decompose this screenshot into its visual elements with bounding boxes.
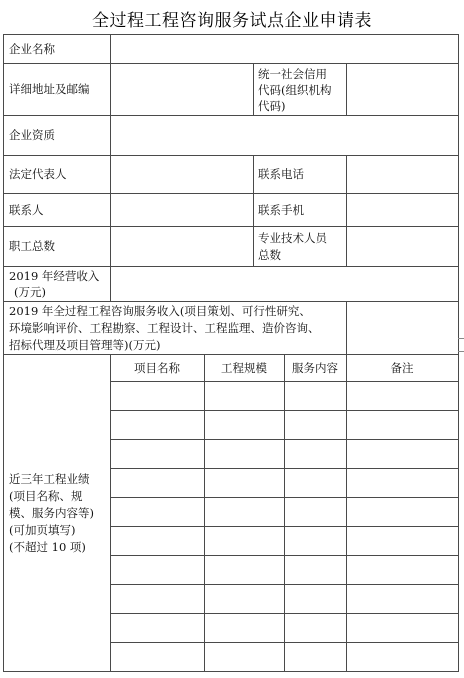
table-rule — [253, 155, 254, 267]
table-rule — [110, 34, 111, 267]
label-performance-line2: (项目名称、规 — [9, 489, 83, 503]
table-rule — [3, 155, 459, 156]
table-rule — [346, 155, 347, 267]
label-credit-code-line1: 统一社会信用 — [258, 67, 327, 81]
column-header-project-scale: 工程规模 — [221, 361, 267, 375]
table-rule — [284, 354, 285, 672]
table-rule — [204, 354, 205, 672]
label-pro-staff-line1: 专业技术人员 — [258, 231, 327, 245]
label-performance-line5: (不超过 10 项) — [9, 540, 86, 554]
table-rule — [346, 354, 347, 672]
table-rule — [3, 115, 459, 116]
label-performance-line3: 模、服务内容等) — [9, 506, 94, 520]
label-company-name: 企业名称 — [9, 42, 55, 56]
table-rule — [346, 301, 347, 355]
table-rule — [253, 63, 254, 116]
column-header-remarks: 备注 — [390, 361, 414, 375]
column-header-project-name: 项目名称 — [134, 361, 180, 375]
label-performance-line1: 近三年工程业绩 — [9, 472, 90, 486]
page-edge-mark — [458, 338, 464, 339]
form-title: 全过程工程咨询服务试点企业申请表 — [92, 11, 372, 31]
page-edge-mark — [458, 351, 464, 352]
label-consulting-revenue-line3: 招标代理及项目管理等)(万元) — [9, 338, 161, 352]
label-pro-staff-line2: 总数 — [258, 248, 281, 262]
label-credit-code-line2: 代码(组织机构 — [258, 83, 332, 97]
table-rule — [3, 193, 459, 194]
table-rule — [458, 34, 459, 672]
label-revenue-2019-line1: 2019 年经营收入 — [9, 269, 100, 283]
label-contact: 联系人 — [9, 203, 44, 217]
table-rule — [3, 34, 4, 672]
table-rule — [110, 266, 111, 302]
table-rule — [346, 63, 347, 116]
table-rule — [3, 671, 459, 672]
table-rule — [3, 63, 459, 64]
table-rule — [3, 354, 459, 355]
table-rule — [110, 354, 111, 672]
label-consulting-revenue-line1: 2019 年全过程工程咨询服务收入(项目策划、可行性研究、 — [9, 304, 311, 318]
label-revenue-2019-line2: (万元) — [14, 285, 46, 299]
label-consulting-revenue-line2: 环境影响评价、工程勘察、工程设计、工程监理、造价咨询、 — [9, 321, 320, 335]
label-performance-line4: (可加页填写) — [9, 523, 76, 537]
label-credit-code-line3: 代码) — [258, 99, 286, 113]
label-phone: 联系电话 — [258, 167, 304, 181]
table-rule — [3, 226, 459, 227]
label-legal-representative: 法定代表人 — [9, 167, 67, 181]
label-qualification: 企业资质 — [9, 128, 55, 142]
table-rule — [3, 34, 459, 35]
column-header-service-content: 服务内容 — [292, 361, 338, 375]
label-total-staff: 职工总数 — [9, 239, 55, 253]
label-mobile: 联系手机 — [258, 203, 304, 217]
label-address-zip: 详细地址及邮编 — [9, 82, 90, 96]
